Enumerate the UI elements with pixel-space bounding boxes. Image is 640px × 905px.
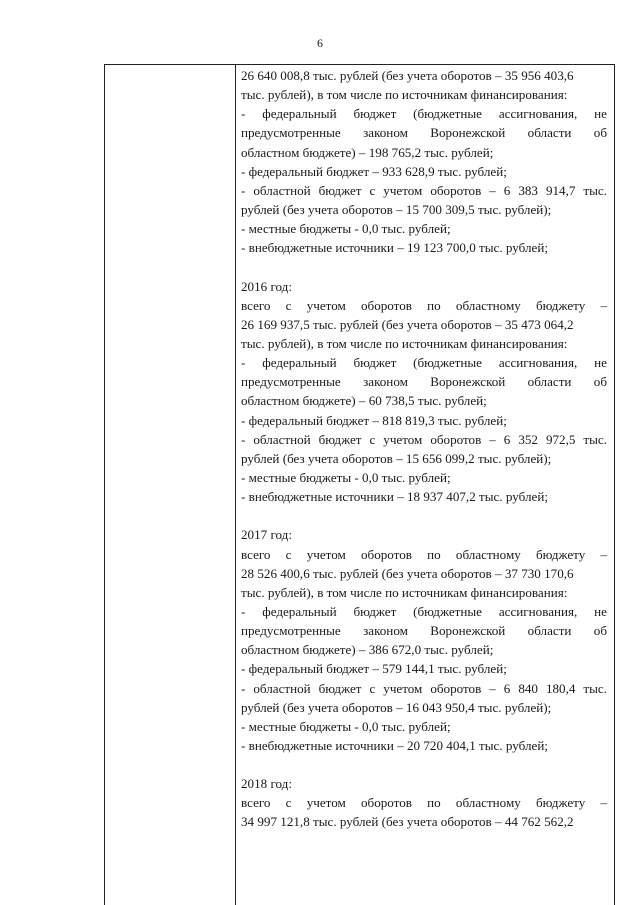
- text-line: - федеральный бюджет (бюджетные ассигнования, не: [241, 603, 607, 619]
- year-heading-2016: 2016 год:: [241, 278, 292, 294]
- text-line: рублей (без учета оборотов – 15 700 309,5 тыс. рублей);: [241, 201, 552, 217]
- left-column-cell: [105, 65, 235, 905]
- text-line: областном бюджете) – 198 765,2 тыс. рублей;: [241, 144, 494, 160]
- text-line: тыс. рублей), в том числе по источникам финансирования:: [241, 335, 568, 351]
- text-line: - внебюджетные источники – 20 720 404,1 тыс. рублей;: [241, 737, 548, 753]
- text-line: 34 997 121,8 тыс. рублей (без учета оборотов – 44 762 562,2: [241, 814, 574, 830]
- year-heading-2017: 2017 год:: [241, 527, 292, 543]
- financing-text-cell: [241, 66, 607, 832]
- paragraph-gap: [241, 257, 607, 276]
- page-number: 6: [317, 36, 323, 50]
- text-line: предусмотренные законом Воронежской области об: [241, 374, 607, 390]
- text-line: рублей (без учета оборотов – 15 656 099,2 тыс. рублей);: [241, 450, 552, 466]
- column-divider: [235, 65, 236, 905]
- text-line: - областной бюджет с учетом оборотов – 6 352 972,5 тыс.: [241, 431, 607, 447]
- text-line: - федеральный бюджет (бюджетные ассигнования, не: [241, 106, 607, 122]
- text-line: - федеральный бюджет (бюджетные ассигнования, не: [241, 355, 607, 371]
- text-line: предусмотренные законом Воронежской области об: [241, 125, 607, 141]
- text-line: 28 526 400,6 тыс. рублей (без учета оборотов – 37 730 170,6: [241, 565, 574, 581]
- text-line: рублей (без учета оборотов – 16 043 950,4 тыс. рублей);: [241, 699, 552, 715]
- text-line: - внебюджетные источники – 18 937 407,2 тыс. рублей;: [241, 489, 548, 505]
- text-line: - внебюджетные источники – 19 123 700,0 тыс. рублей;: [241, 240, 548, 256]
- document-table: [104, 64, 615, 905]
- text-line: тыс. рублей), в том числе по источникам финансирования:: [241, 584, 568, 600]
- text-line: - областной бюджет с учетом оборотов – 6 383 914,7 тыс.: [241, 182, 607, 198]
- text-line: - федеральный бюджет – 579 144,1 тыс. рублей;: [241, 661, 507, 677]
- text-line: - местные бюджеты - 0,0 тыс. рублей;: [241, 469, 451, 485]
- text-line: областном бюджете) – 60 738,5 тыс. рублей;: [241, 393, 487, 409]
- text-line: 26 640 008,8 тыс. рублей (без учета оборотов – 35 956 403,6: [241, 68, 574, 83]
- text-line: тыс. рублей), в том числе по источникам финансирования:: [241, 87, 568, 103]
- text-line: - федеральный бюджет – 933 628,9 тыс. рублей;: [241, 163, 507, 179]
- text-line: - местные бюджеты - 0,0 тыс. рублей;: [241, 718, 451, 734]
- paragraph-gap: [241, 506, 607, 525]
- text-line: 26 169 937,5 тыс. рублей (без учета оборотов – 35 473 064,2: [241, 316, 574, 332]
- paragraph-gap: [241, 755, 607, 774]
- text-line: всего с учетом оборотов по областному бюджету –: [241, 546, 607, 562]
- text-line: областном бюджете) – 386 672,0 тыс. рублей;: [241, 642, 494, 658]
- text-line: всего с учетом оборотов по областному бюджету –: [241, 795, 607, 811]
- text-line: предусмотренные законом Воронежской области об: [241, 623, 607, 639]
- text-line: всего с учетом оборотов по областному бюджету –: [241, 297, 607, 313]
- text-line: - местные бюджеты - 0,0 тыс. рублей;: [241, 221, 451, 237]
- year-heading-2018: 2018 год:: [241, 776, 292, 792]
- text-line: - федеральный бюджет – 818 819,3 тыс. рублей;: [241, 412, 507, 428]
- text-line: - областной бюджет с учетом оборотов – 6 840 180,4 тыс.: [241, 680, 607, 696]
